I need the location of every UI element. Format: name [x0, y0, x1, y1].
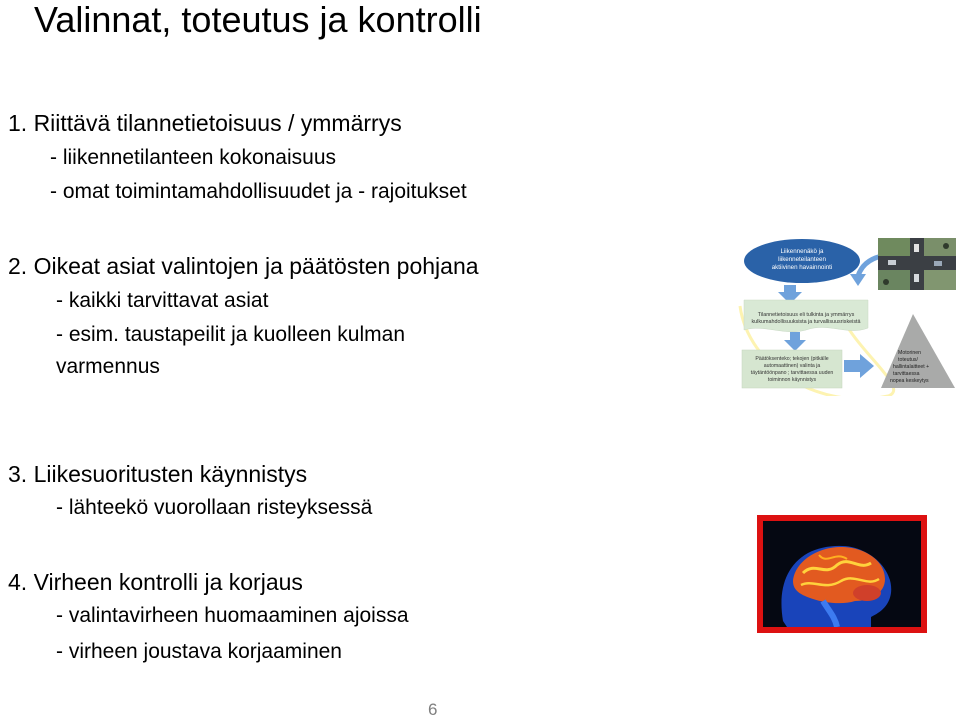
box2-text-3: täytäntöönpano ; tarvittaessa uuden [750, 370, 834, 376]
section-2-heading: 2. Oikeat asiat valintojen ja päätösten pohjana [8, 253, 479, 279]
box2-text-4: toiminnon käynnistys [767, 377, 817, 383]
section-2-item-3: varmennus [56, 355, 160, 378]
section-4-heading: 4. Virheen kontrolli ja korjaus [8, 569, 303, 595]
ellipse-text-2: liikenneteilanteen [778, 256, 826, 263]
brain-image-frame [757, 515, 927, 633]
process-diagram [738, 236, 958, 396]
triangle-text-1: Motorinen [898, 350, 922, 356]
triangle-text-5: nopea keskeytys [890, 378, 929, 384]
section-3-heading: 3. Liikesuoritusten käynnistys [8, 461, 308, 487]
triangle-text-3: hallintalaitteet + [893, 364, 930, 370]
section-2-item-2: - esim. taustapeilit ja kuolleen kulman [56, 323, 406, 346]
arrow-down-2-icon [784, 332, 806, 351]
section-1-item-1: - liikennetilanteen kokonaisuus [50, 146, 337, 169]
box1-text-2: kulkumahdollisuuksista ja turvallisuusriskeistä [751, 319, 861, 325]
section-3-item-1: - lähteekö vuorollaan risteyksessä [56, 496, 373, 519]
ellipse-text-1: Liikennenäkö ja [780, 248, 824, 255]
slide-title: Valinnat, toteutus ja kontrolli [34, 0, 482, 40]
triangle-text-4: tarvittaessa [893, 371, 920, 377]
curved-arrow-head-icon [850, 274, 866, 286]
section-1-item-2: - omat toimintamahdollisuudet ja - rajoitukset [50, 180, 467, 203]
box2-text-2: automaattinen) valinta ja [763, 363, 821, 369]
page-number: 6 [428, 700, 438, 719]
intersection-photo [878, 238, 956, 290]
box2-text-1: Päätöksenteko; tekojen (pitkälle [755, 356, 829, 362]
process-diagram-graphic [738, 236, 958, 396]
triangle-text-2: toteutus/ [898, 357, 918, 363]
section-4-item-2: - virheen joustava korjaaminen [56, 640, 342, 663]
section-2-item-1: - kaikki tarvittavat asiat [56, 289, 269, 312]
brain-image [763, 521, 921, 627]
section-4-item-1: - valintavirheen huomaaminen ajoissa [56, 604, 409, 627]
ellipse-text-3: aktiivinen havainnointi [771, 264, 833, 271]
box1-text-1: Tilannetietoisuus eli tulkinta ja ymmärrys [757, 312, 855, 318]
section-1-heading: 1. Riittävä tilannetietoisuus / ymmärrys [8, 110, 402, 136]
